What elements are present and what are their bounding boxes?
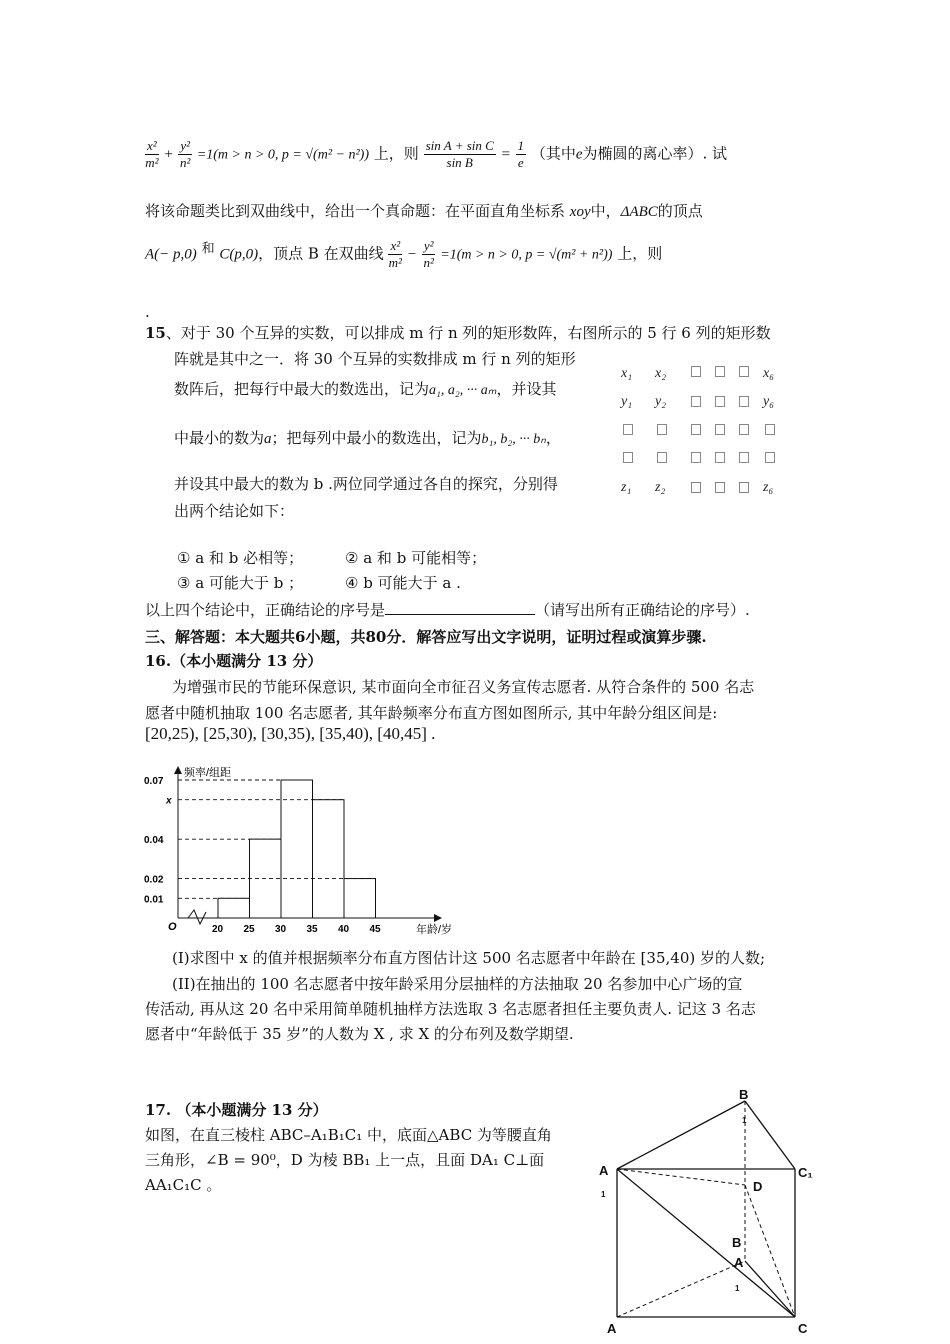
frac-y2-n2-b: $\frac{\text{y²}}{\text{n²}}$ [423, 238, 434, 270]
p15-line4 [174, 428, 561, 450]
placeholder-box [739, 396, 749, 407]
label-c: C [798, 1321, 808, 1336]
dot: . [145, 303, 150, 321]
p16-title: 16.（本小题满分 13 分） [145, 652, 323, 670]
x-tick-label: 20 [212, 924, 224, 935]
text: 将该命题类比到双曲线中，给出一个真命题：在平面直角坐标系 [145, 202, 566, 220]
label-a-bottom: A [607, 1321, 617, 1336]
edge [745, 1101, 795, 1169]
label-b-mid: B [732, 1235, 742, 1250]
p15-line2: 阵就是其中之一．将 30 个互异的实数排成 m 行 n 列的矩形 [174, 350, 576, 368]
y-tick-label: 0.02 [144, 874, 164, 886]
p16-question-1: (I)求图中 x 的值并根据频率分布直方图估计这 500 名志愿者中年龄在 [35,40) 岁的人数; [172, 949, 766, 967]
text: ，顶点 B 在双曲线 [258, 244, 384, 263]
matrix-cell: x₁ [621, 366, 633, 381]
label-a-mid: A [734, 1255, 744, 1270]
edge [745, 1261, 795, 1317]
x-axis-label: 年龄/岁 [416, 924, 453, 936]
frac-x2-m2: $\frac{\text{x²}}{\text{m²}}$ [145, 138, 159, 170]
p16-intervals: [20,25), [25,30), [30,35), [35,40), [40,45] . [145, 724, 436, 743]
placeholder-box [691, 424, 701, 435]
x-tick-label: 30 [275, 924, 287, 935]
p17-line1: 如图，在直三棱柱 ABC–A₁B₁C₁ 中，底面△ABC 为等腰直角 [145, 1126, 552, 1144]
frac-y2-n2: $\frac{\text{y²}}{\text{n²}}$ [179, 138, 191, 170]
text: ；把每列中最小的数选出，记为 [271, 429, 482, 447]
answer-blank [385, 600, 535, 615]
triangle-abc: ΔABC [620, 204, 658, 220]
y-tick-label: 0.04 [144, 835, 164, 847]
problem-number: 15 [145, 324, 166, 342]
placeholder-box [739, 366, 749, 377]
text: ，并设其 [496, 380, 557, 398]
p16-question-2a: (II)在抽出的 100 名志愿者中按年龄采用分层抽样的方法抽取 20 名参加中心广场的宣 [172, 975, 743, 993]
p14-line3 [145, 238, 662, 271]
p15-line1 [145, 323, 771, 343]
matrix-cell: x₆ [763, 366, 775, 381]
label-sub: 1 [742, 1116, 747, 1125]
placeholder-box [739, 452, 749, 463]
y-tick-label: x [166, 795, 172, 807]
plus-sign: + [163, 146, 174, 163]
text: （其中 [530, 144, 576, 163]
placeholder-box [715, 396, 725, 407]
placeholder-box [623, 452, 633, 463]
point-c: C(p,0) [219, 246, 259, 263]
a-symbol: a [264, 431, 272, 447]
x-tick-label: 40 [338, 924, 350, 935]
a-sequence: a₁, a₂, ··· aₘ [429, 383, 497, 398]
b-sequence: b₁, b₂, ··· bₙ [481, 432, 546, 447]
e-symbol: e [575, 146, 583, 163]
hidden-edge [617, 1169, 745, 1185]
matrix-cell: z₂ [655, 480, 666, 495]
placeholder-box [715, 366, 725, 377]
label-d: D [753, 1179, 763, 1194]
minus-sign: − [406, 246, 418, 263]
text: ， [545, 429, 561, 447]
text: 中最小的数为 [174, 429, 265, 447]
conclusion-4: ④ b 可能大于 a . [345, 574, 461, 592]
conclusion-1: ① a 和 b 必相等； [177, 549, 304, 567]
x-tick-label: 45 [369, 924, 381, 935]
matrix-cell: x₂ [655, 366, 667, 381]
hyperbola-condition: =1(m > n > 0, p = √(m² + n²)) [440, 247, 613, 263]
edge [617, 1101, 745, 1169]
p14-line1 [145, 138, 727, 171]
placeholder-box [765, 452, 775, 463]
text: 为椭圆的离心率）. 试 [582, 144, 728, 163]
label-sub: 1 [601, 1190, 606, 1199]
frac-sin: $\frac{\text{sin A + sin C}}{\text{sin B}}$ [425, 138, 494, 170]
matrix-cell: y₆ [763, 394, 775, 409]
p16-question-2b: 传活动, 再从这 20 名中采用简单随机抽样方法选取 3 名志愿者担任主要负责人. 记这 3 名志 [145, 1000, 756, 1018]
p16-question-2c: 愿者中“年龄低于 35 岁”的人数为 X , 求 X 的分布列及数学期望. [145, 1025, 574, 1043]
placeholder-box [715, 424, 725, 435]
y-tick-label: 0.07 [144, 776, 164, 787]
placeholder-box [691, 366, 701, 377]
placeholder-box [657, 424, 667, 435]
x-tick-label: 25 [243, 924, 255, 935]
placeholder-box [623, 424, 633, 435]
x-tick-label: 35 [306, 924, 318, 935]
hidden-edge [745, 1185, 795, 1317]
ellipse-condition: =1(m > n > 0, p = √(m² − n²)) [196, 147, 369, 163]
placeholder-box [739, 424, 749, 435]
text: 中， [590, 202, 621, 220]
placeholder-box [765, 424, 775, 435]
prism-figure [595, 1085, 825, 1340]
axis-break [188, 910, 206, 924]
xoy: xoy [569, 204, 591, 220]
placeholder-box [657, 452, 667, 463]
placeholder-box [691, 396, 701, 407]
histogram-bar [313, 800, 345, 918]
label-sub: 1 [735, 1284, 740, 1293]
origin-label: O [168, 921, 177, 933]
matrix-cell: y₁ [621, 394, 633, 409]
histogram-bar [218, 898, 250, 918]
placeholder-box [691, 452, 701, 463]
conclusion-2: ② a 和 b 可能相等； [345, 549, 487, 567]
text: 以上四个结论中，正确结论的序号是 [145, 601, 386, 619]
matrix-cell: y₂ [655, 394, 667, 409]
text: 和 [201, 241, 215, 257]
text: （请写出所有正确结论的序号）. [535, 601, 750, 619]
histogram-bar [281, 780, 313, 918]
placeholder-box [739, 482, 749, 493]
histogram-chart [140, 758, 470, 938]
section-heading: 三、解答题：本大题共6小题，共80分．解答应写出文字说明，证明过程或演算步骤. [145, 628, 707, 646]
p15-line6: 出两个结论如下： [174, 502, 295, 520]
matrix-cell: z₆ [763, 480, 774, 495]
placeholder-box [715, 482, 725, 493]
p15-ask [145, 600, 750, 620]
y-tick-label: 0.01 [144, 894, 164, 906]
y-axis-label: 频率/组距 [184, 767, 232, 779]
label-b: B [739, 1087, 749, 1102]
conclusion-3: ③ a 可能大于 b ； [177, 574, 304, 592]
p16-line1: 为增强市民的节能环保意识, 某市面向全市征召义务宣传志愿者. 从符合条件的 500 名志 [172, 678, 755, 696]
hidden-edge [617, 1261, 745, 1317]
text: 的顶点 [657, 202, 703, 220]
p14-line2 [145, 201, 703, 222]
placeholder-box [715, 452, 725, 463]
frac-x2-m2-b: $\frac{\text{x²}}{\text{m²}}$ [388, 238, 402, 270]
p15-line5: 并设其中最大的数为 b .两位同学通过各自的探究，分别得 [174, 475, 558, 493]
text: 上，则 [373, 144, 419, 163]
label-a: A [599, 1163, 609, 1178]
text: 、对于 30 个互异的实数，可以排成 m 行 n 列的矩形数阵，右图所示的 5 行 6 列的矩形数 [165, 324, 771, 342]
frac-1-e: $\frac{1}{e}$ [517, 138, 525, 170]
point-a: A(− p,0) [145, 246, 197, 263]
p16-line2: 愿者中随机抽取 100 名志愿者, 其年龄频率分布直方图如图所示, 其中年龄分组区间是: [145, 704, 718, 722]
label-c1: C₁ [798, 1165, 813, 1180]
matrix-5x6 [615, 360, 785, 510]
placeholder-box [691, 482, 701, 493]
text: 上，则 [617, 244, 663, 263]
p17-title: 17. （本小题满分 13 分） [145, 1101, 328, 1119]
matrix-cell: z₁ [621, 480, 632, 495]
text: 数阵后，把每行中最大的数选出，记为 [174, 380, 430, 398]
p15-line3 [174, 379, 557, 401]
histogram-bar [344, 879, 376, 918]
p17-line3: AA₁C₁C 。 [145, 1176, 222, 1194]
edge [617, 1169, 795, 1317]
equals-sign: = [500, 146, 511, 163]
p17-line2: 三角形，∠B = 90⁰，D 为棱 BB₁ 上一点，且面 DA₁ C⊥面 [145, 1151, 545, 1169]
